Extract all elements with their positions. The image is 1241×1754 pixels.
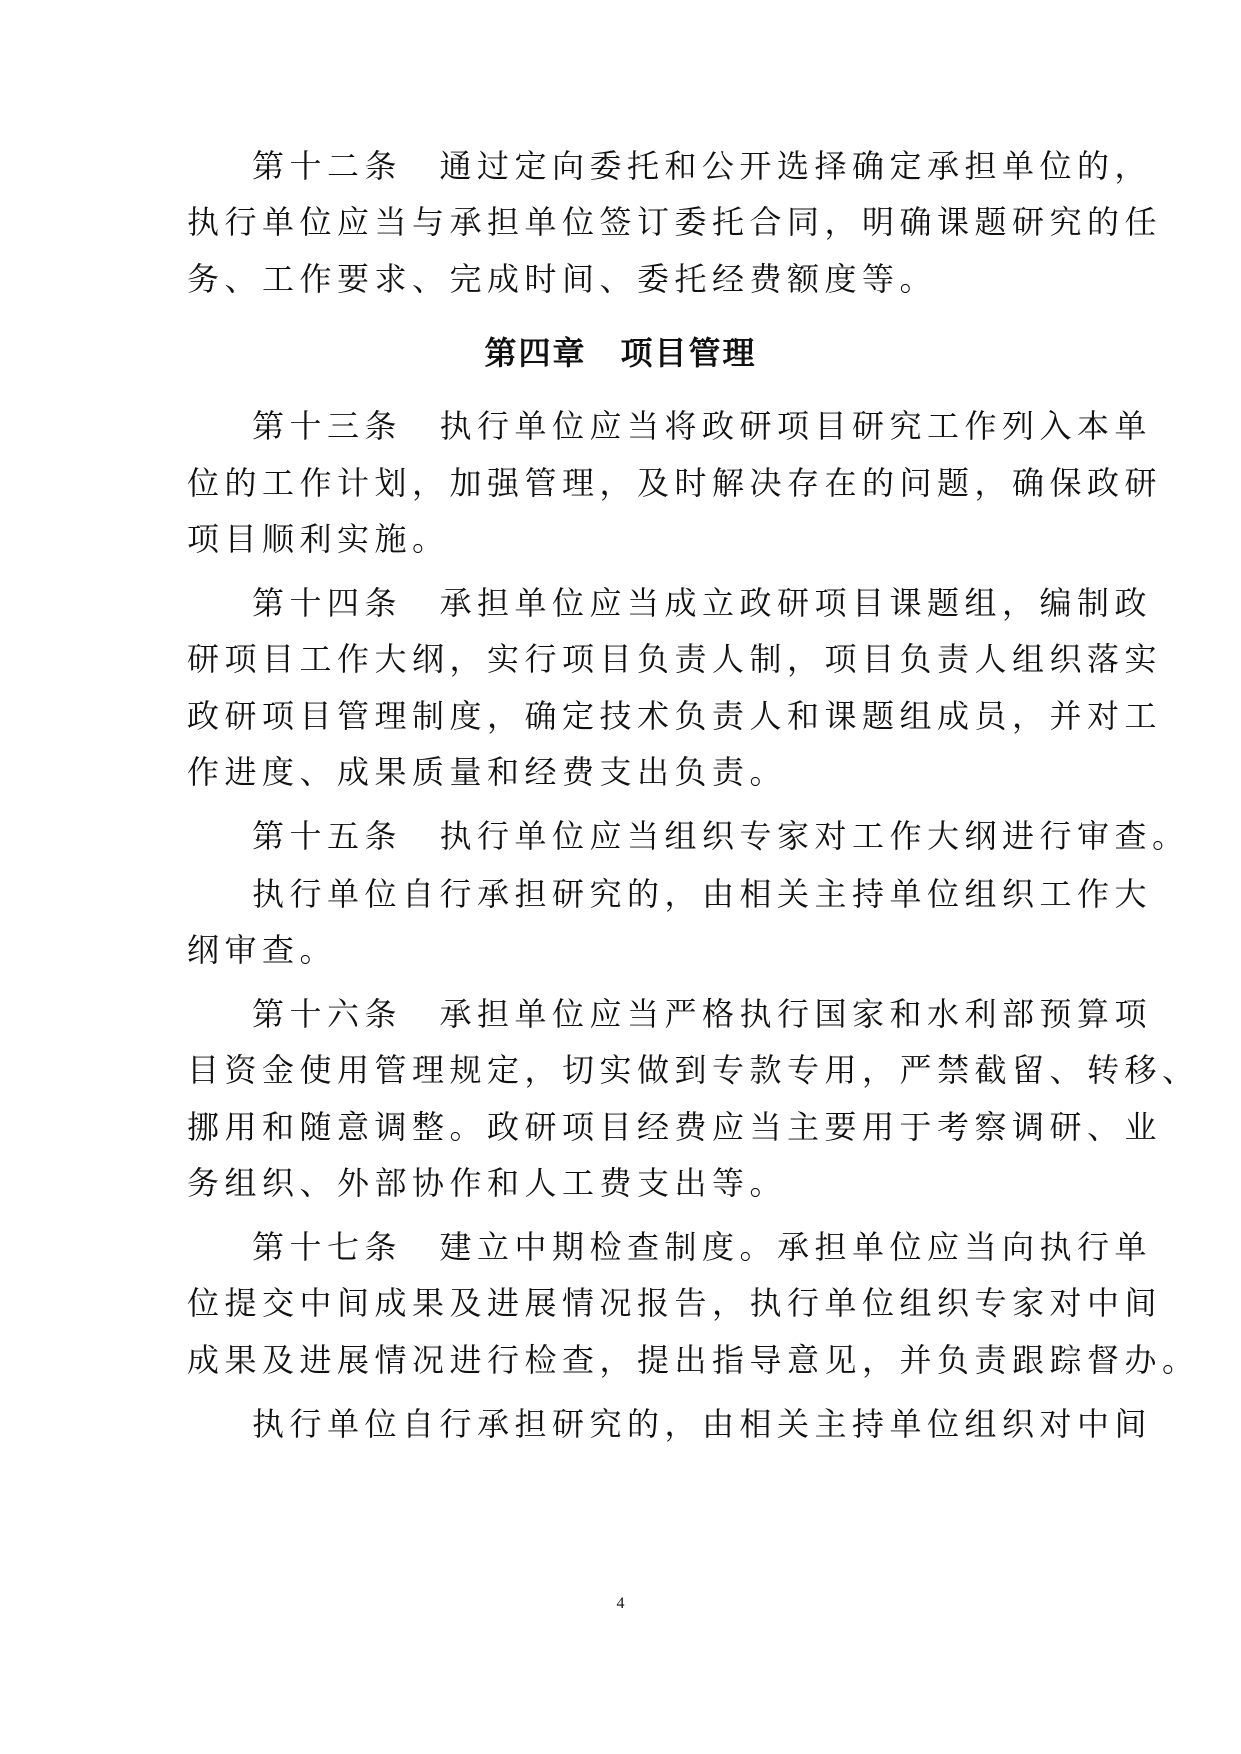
article-14-line-2: 研项目工作大纲，实行项目负责人制，项目负责人组织落实 xyxy=(187,640,1163,678)
article-15-para-2-line-2: 纲审查。 xyxy=(187,931,338,969)
article-14-line-1: 第十四条 承担单位应当成立政研项目课题组，编制政 xyxy=(252,584,1153,622)
article-16-line-3: 挪用和随意调整。政研项目经费应当主要用于考察调研、业 xyxy=(187,1108,1163,1146)
article-12-line-1: 第十二条 通过定向委托和公开选择确定承担单位的， xyxy=(252,147,1153,185)
article-13-line-3: 项目顺利实施。 xyxy=(187,520,450,558)
article-12-line-2: 执行单位应当与承担单位签订委托合同，明确课题研究的任 xyxy=(187,203,1163,241)
article-13-line-2: 位的工作计划，加强管理，及时解决存在的问题，确保政研 xyxy=(187,464,1163,502)
article-13-line-1: 第十三条 执行单位应当将政研项目研究工作列入本单 xyxy=(252,407,1153,445)
article-17-line-3: 成果及进展情况进行检查，提出指导意见，并负责跟踪督办。 xyxy=(187,1341,1200,1379)
article-15-para-2-line-1: 执行单位自行承担研究的，由相关主持单位组织工作大 xyxy=(252,875,1153,913)
article-14-line-4: 作进度、成果质量和经费支出负责。 xyxy=(187,753,788,791)
article-14-line-3: 政研项目管理制度，确定技术负责人和课题组成员，并对工 xyxy=(187,697,1163,735)
article-17-line-2: 位提交中间成果及进展情况报告，执行单位组织专家对中间 xyxy=(187,1284,1163,1322)
article-16-line-1: 第十六条 承担单位应当严格执行国家和水利部预算项 xyxy=(252,995,1153,1033)
page-number: 4 xyxy=(616,1595,625,1612)
article-15-line-1: 第十五条 执行单位应当组织专家对工作大纲进行审查。 xyxy=(252,817,1190,855)
article-17-para-2-line-1: 执行单位自行承担研究的，由相关主持单位组织对中间 xyxy=(252,1405,1153,1443)
article-16-line-4: 务组织、外部协作和人工费支出等。 xyxy=(187,1164,788,1202)
article-12-line-3: 务、工作要求、完成时间、委托经费额度等。 xyxy=(187,260,938,298)
article-17-line-1: 第十七条 建立中期检查制度。承担单位应当向执行单 xyxy=(252,1228,1153,1266)
article-16-line-2: 目资金使用管理规定，切实做到专款专用，严禁截留、转移、 xyxy=(187,1051,1200,1089)
chapter-heading: 第四章 项目管理 xyxy=(484,334,757,372)
